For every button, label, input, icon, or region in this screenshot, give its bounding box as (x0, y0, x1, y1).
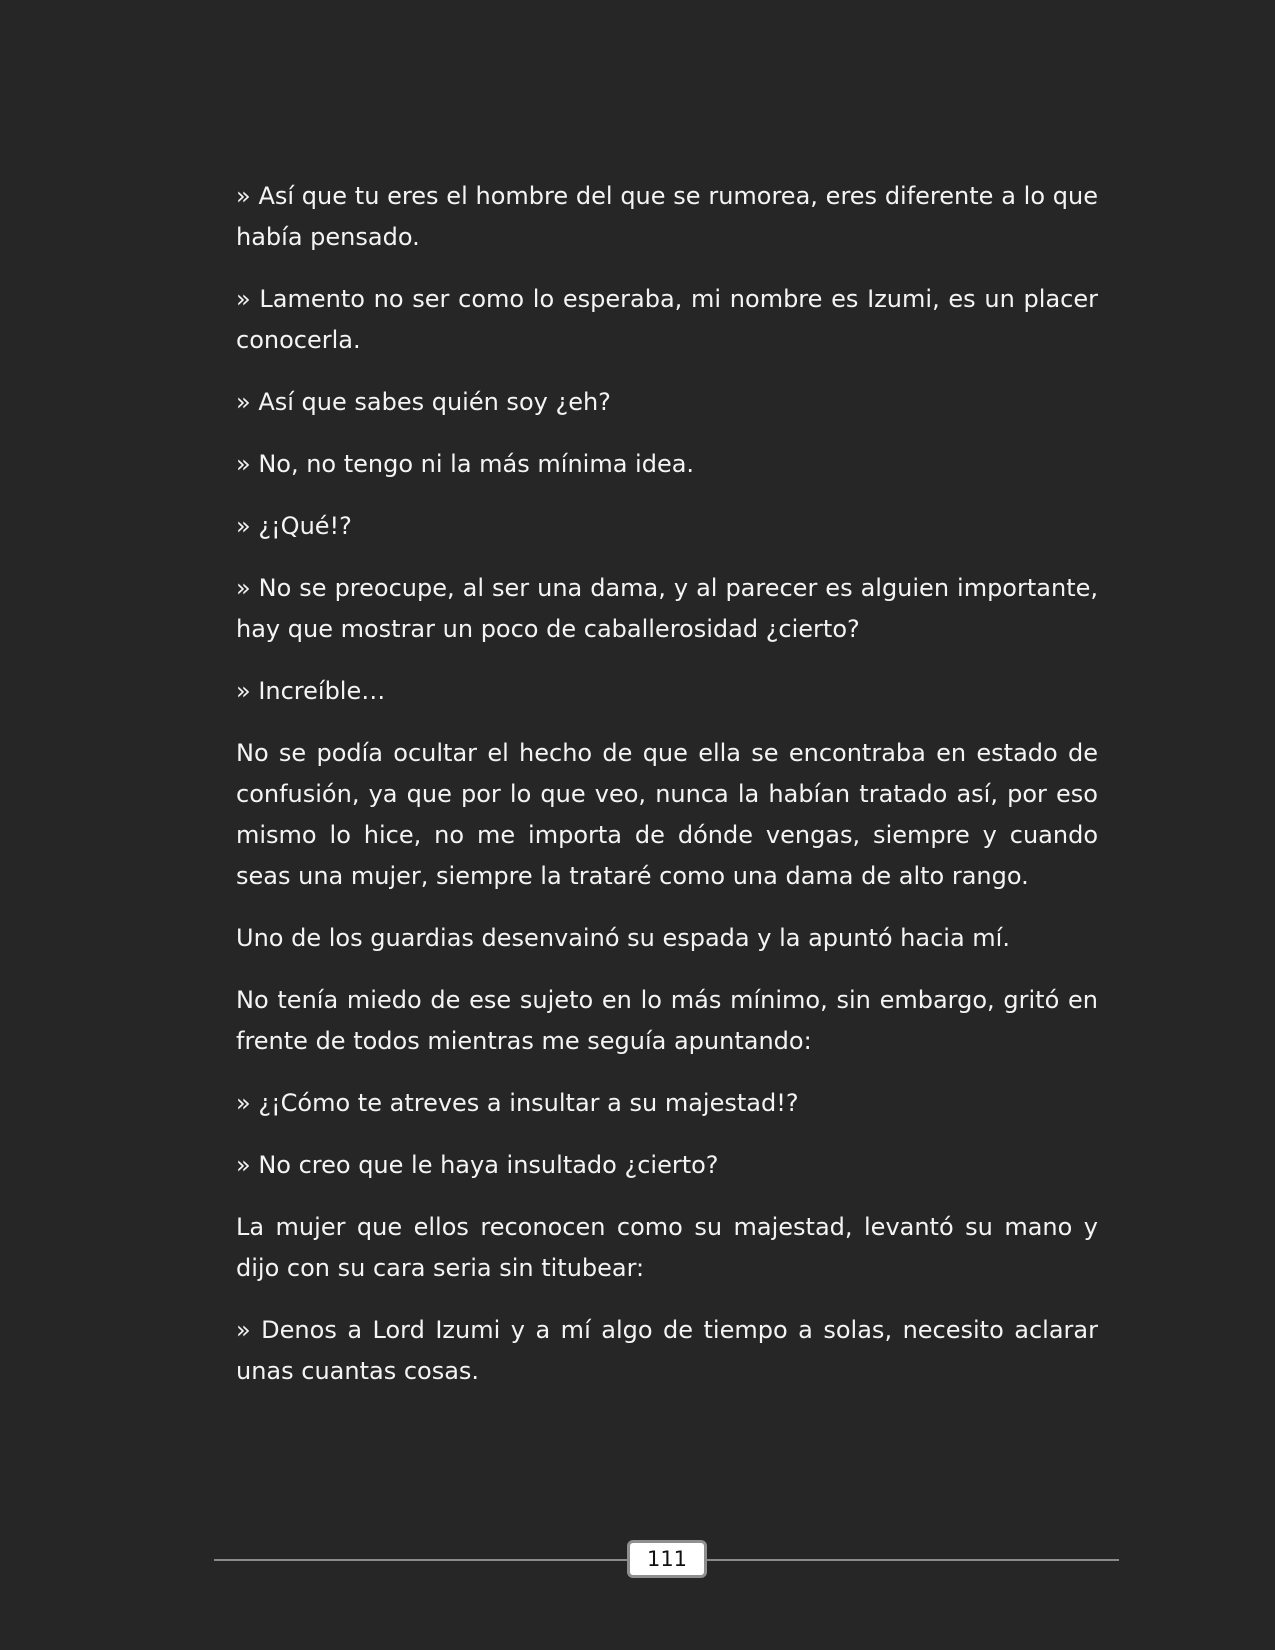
paragraph: Uno de los guardias desenvainó su espada y la apuntó hacia mí. (236, 924, 1010, 952)
paragraph: » No se preocupe, al ser una dama, y al parecer es alguien importante, hay que mostrar un poco de caballerosidad ¿cierto? (236, 574, 1098, 643)
paragraph: No tenía miedo de ese sujeto en lo más mínimo, sin embargo, gritó en frente de todos mientras me seguía apuntando: (236, 986, 1098, 1055)
paragraph: No se podía ocultar el hecho de que ella se encontraba en estado de confusión, ya que por lo que veo, nunca la habían tratado así, por eso mismo lo hice, no me importa de dónde vengas, siempre y cuando seas una mujer, siempre la trataré como una dama de alto rango. (236, 739, 1098, 890)
page-number-badge (627, 1540, 707, 1578)
paragraph: » Así que sabes quién soy ¿eh? (236, 388, 611, 416)
paragraph: La mujer que ellos reconocen como su majestad, levantó su mano y dijo con su cara seria sin titubear: (236, 1213, 1098, 1282)
page-body (236, 176, 1098, 1413)
paragraph: » No creo que le haya insultado ¿cierto? (236, 1151, 719, 1179)
paragraph: » Denos a Lord Izumi y a mí algo de tiempo a solas, necesito aclarar unas cuantas cosas. (236, 1316, 1098, 1385)
page-number: 111 (646, 1547, 688, 1571)
paragraph: » ¿¡Cómo te atreves a insultar a su majestad!? (236, 1089, 799, 1117)
paragraph: » ¿¡Qué!? (236, 512, 352, 540)
paragraph: » No, no tengo ni la más mínima idea. (236, 450, 695, 478)
paragraph: » Lamento no ser como lo esperaba, mi nombre es Izumi, es un placer conocerla. (236, 285, 1098, 354)
paragraph: » Así que tu eres el hombre del que se rumorea, eres diferente a lo que había pensado. (236, 182, 1098, 251)
paragraph: » Increíble… (236, 677, 386, 705)
